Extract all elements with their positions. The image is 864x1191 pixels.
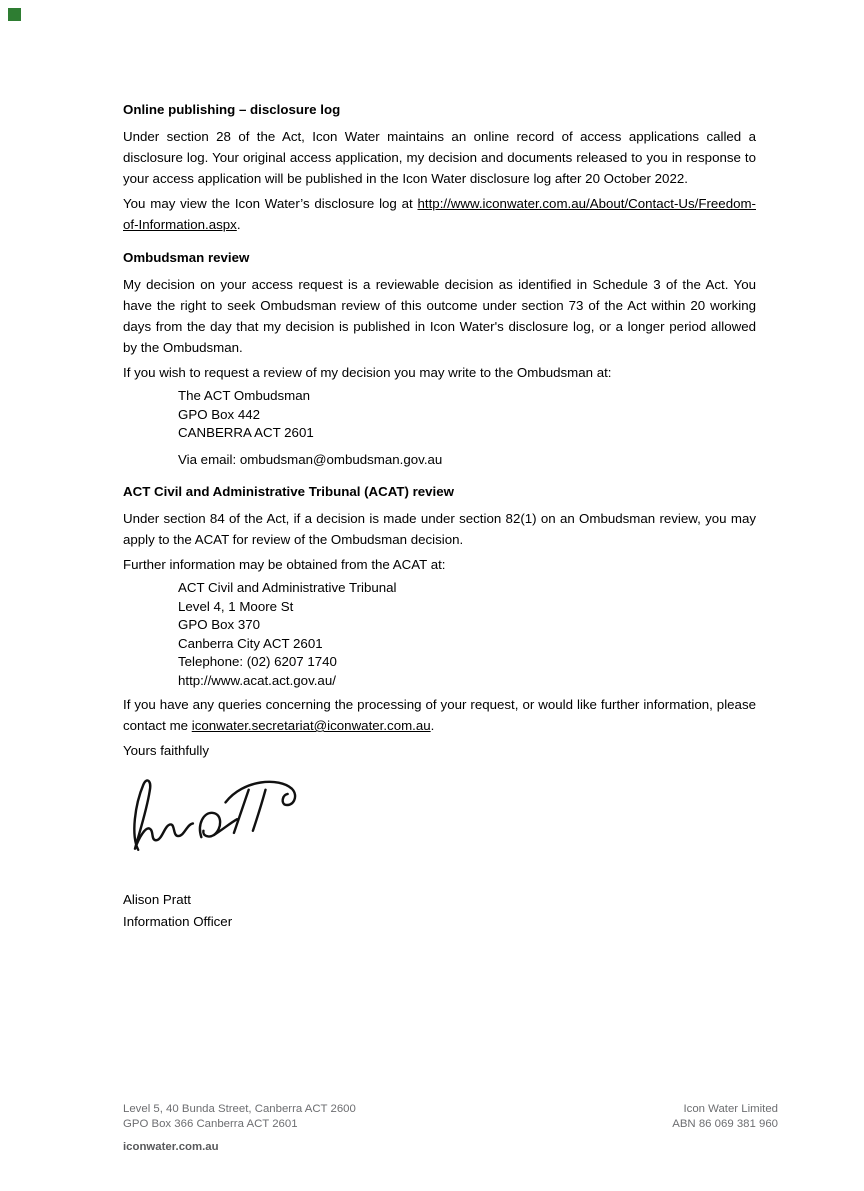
paragraph-online-publishing: Under section 28 of the Act, Icon Water maintains an online record of access applications called a disclosure log. Your original access application, my decision and documents released to you in response to your access application will be published in the Icon Water disclosure log after 20 October 2022.: [123, 129, 756, 186]
paragraph-ombudsman-write: If you wish to request a review of my decision you may write to the Ombudsman at:: [123, 365, 612, 380]
signatory-block: [123, 889, 756, 933]
section-heading-ombudsman-review: Ombudsman review: [123, 250, 250, 265]
footer-postal-address: GPO Box 366 Canberra ACT 2601: [123, 1117, 298, 1130]
secretariat-email-link[interactable]: iconwater.secretariat@iconwater.com.au: [191, 718, 431, 733]
disclosure-log-link[interactable]: http://www.iconwater.com.au/About/Contact-Us/Freedom-of-Information.aspx: [123, 196, 756, 232]
ombudsman-email-line: Via email: ombudsman@ombudsman.gov.au: [178, 451, 443, 467]
address-line: Telephone: (02) 6207 1740: [178, 654, 337, 669]
address-line: http://www.acat.act.gov.au/: [178, 672, 336, 688]
paragraph-ombudsman-review: My decision on your access request is a reviewable decision as identified in Schedule 3 of the Act. You have the right to seek Ombudsman review of this outcome under section 73 of the Act within 20 working days from the day that my decision is published in Icon Water's disclosure log, or a longer period allowed by the Ombudsman.: [123, 277, 756, 355]
closing-text-post: .: [430, 718, 435, 733]
section-heading-acat-review: ACT Civil and Administrative Tribunal (ACAT) review: [123, 484, 454, 499]
address-line: Level 4, 1 Moore St: [178, 598, 294, 614]
paragraph-disclosure-log-link: [123, 193, 756, 235]
letter-body: [123, 99, 756, 933]
acat-address-block: [178, 579, 756, 690]
page-footer: [123, 1102, 778, 1155]
footer-company: [672, 1102, 778, 1131]
address-line: CANBERRA ACT 2601: [178, 425, 314, 440]
ombudsman-address-block: [178, 387, 756, 443]
section-heading-online-publishing: Online publishing – disclosure log: [123, 102, 341, 117]
address-line: Canberra City ACT 2601: [178, 635, 323, 651]
closing-text-pre: If you have any queries concerning the processing of your request, or would like further information, please contact me: [123, 697, 756, 733]
footer-address: [123, 1102, 356, 1131]
green-corner-marker: [8, 8, 21, 21]
paragraph-closing: [123, 694, 756, 736]
signature-image: [125, 775, 305, 855]
footer-abn: ABN 86 069 381 960: [672, 1117, 778, 1130]
footer-company-name: Icon Water Limited: [683, 1103, 778, 1115]
valediction: Yours faithfully: [123, 743, 209, 758]
address-line: GPO Box 442: [178, 406, 261, 422]
signatory-title: Information Officer: [123, 914, 233, 929]
paragraph-acat-further-info: Further information may be obtained from the ACAT at:: [123, 557, 446, 572]
address-line: The ACT Ombudsman: [178, 388, 311, 403]
address-line: GPO Box 370: [178, 617, 261, 632]
footer-website[interactable]: iconwater.com.au: [123, 1141, 219, 1154]
address-line: ACT Civil and Administrative Tribunal: [178, 580, 397, 595]
disclosure-log-text-pre: You may view the Icon Water’s disclosure log at: [123, 196, 418, 211]
disclosure-log-text-post: .: [236, 217, 241, 232]
paragraph-acat-review: Under section 84 of the Act, if a decision is made under section 82(1) on an Ombudsman review, you may apply to the ACAT for review of the Ombudsman decision.: [123, 511, 756, 547]
signatory-name: Alison Pratt: [123, 892, 191, 907]
footer-street-address: Level 5, 40 Bunda Street, Canberra ACT 2600: [123, 1103, 356, 1115]
